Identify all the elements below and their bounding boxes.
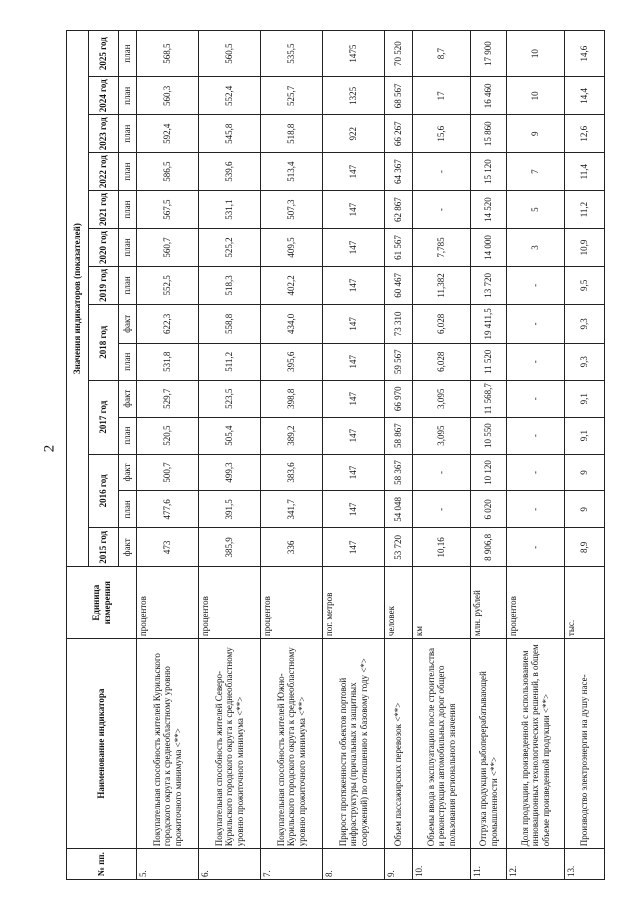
- value-cell: 500,7: [137, 454, 199, 491]
- value-cell: 518,3: [199, 266, 261, 304]
- value-cell: 3,095: [413, 417, 471, 454]
- value-cell: 14,6: [565, 31, 605, 77]
- value-cell: 539,6: [199, 153, 261, 191]
- value-cell: 15,6: [413, 115, 471, 153]
- value-cell: 15 860: [471, 115, 507, 153]
- value-cell: 7,785: [413, 229, 471, 267]
- value-cell: 389,2: [261, 417, 323, 454]
- header-2016: 2016 год: [89, 454, 119, 528]
- sub-2020-plan: план: [119, 229, 137, 267]
- indicators-table: [66, 30, 605, 880]
- value-cell: 17: [413, 77, 471, 115]
- value-cell: 505,4: [199, 417, 261, 454]
- value-cell: 70 520: [385, 31, 413, 77]
- value-cell: 10,9: [565, 229, 605, 267]
- value-cell: 14,4: [565, 77, 605, 115]
- value-cell: -: [507, 528, 565, 567]
- value-cell: 473: [137, 528, 199, 567]
- value-cell: 391,5: [199, 491, 261, 528]
- table-body: [137, 31, 605, 880]
- value-cell: 12,6: [565, 115, 605, 153]
- header-2022: 2022 год: [89, 153, 119, 191]
- sub-2023-plan: план: [119, 115, 137, 153]
- sub-2016-fact: факт: [119, 454, 137, 491]
- value-cell: 9,1: [565, 380, 605, 417]
- value-cell: 622,3: [137, 304, 199, 343]
- sub-2021-plan: план: [119, 191, 137, 229]
- value-cell: 545,8: [199, 115, 261, 153]
- value-cell: 9: [565, 491, 605, 528]
- row-number: 8.: [323, 849, 385, 880]
- value-cell: 147: [323, 266, 385, 304]
- value-cell: -: [507, 304, 565, 343]
- row-number: 13.: [565, 849, 605, 880]
- value-cell: 147: [323, 491, 385, 528]
- value-cell: 552,5: [137, 266, 199, 304]
- table-row: [507, 31, 565, 880]
- row-number: 11.: [471, 849, 507, 880]
- value-cell: 13 720: [471, 266, 507, 304]
- unit-cell: пог. метров: [323, 567, 385, 639]
- value-cell: -: [413, 491, 471, 528]
- value-cell: 525,2: [199, 229, 261, 267]
- value-cell: 9,3: [565, 343, 605, 380]
- value-cell: 6,028: [413, 343, 471, 380]
- value-cell: 531,1: [199, 191, 261, 229]
- value-cell: 531,8: [137, 343, 199, 380]
- value-cell: 507,3: [261, 191, 323, 229]
- value-cell: 62 867: [385, 191, 413, 229]
- header-no: № пп.: [67, 849, 137, 880]
- value-cell: 73 310: [385, 304, 413, 343]
- sub-2018-fact: факт: [119, 304, 137, 343]
- value-cell: 147: [323, 153, 385, 191]
- row-number: 5.: [137, 849, 199, 880]
- value-cell: 336: [261, 528, 323, 567]
- value-cell: 58 867: [385, 417, 413, 454]
- value-cell: 64 367: [385, 153, 413, 191]
- value-cell: 529,7: [137, 380, 199, 417]
- sub-2024-plan: план: [119, 77, 137, 115]
- indicator-name: Прирост протяженности объектов портовой инфраструктуры (причальных и защитных сооружений) по отношению к базовому году <*>: [323, 639, 385, 849]
- value-cell: -: [413, 153, 471, 191]
- value-cell: 54 048: [385, 491, 413, 528]
- value-cell: 560,7: [137, 229, 199, 267]
- header-2015: 2015 год: [89, 528, 119, 567]
- header-2017: 2017 год: [89, 380, 119, 454]
- value-cell: 523,5: [199, 380, 261, 417]
- sub-2017-fact: факт: [119, 380, 137, 417]
- indicator-name: Покупательная способность жителей Северо-Курильского городского округа к среднеобластному уровню прожиточного минимума <**>: [199, 639, 261, 849]
- table-row: [565, 31, 605, 880]
- header-2019: 2019 год: [89, 266, 119, 304]
- sub-2025-plan: план: [119, 31, 137, 77]
- value-cell: 525,7: [261, 77, 323, 115]
- value-cell: 11 568,7: [471, 380, 507, 417]
- row-number: 7.: [261, 849, 323, 880]
- value-cell: 11,4: [565, 153, 605, 191]
- value-cell: 409,5: [261, 229, 323, 267]
- unit-cell: тыс.: [565, 567, 605, 639]
- value-cell: 147: [323, 454, 385, 491]
- indicator-name: Отгрузка продукции рыбоперерабатывающей промышленности <**>: [471, 639, 507, 849]
- row-number: 6.: [199, 849, 261, 880]
- unit-cell: процентов: [507, 567, 565, 639]
- indicator-name: Объем пассажирских перевозок <**>: [385, 639, 413, 849]
- indicator-name: Покупательная способность жителей Курильского городского округа к среднеобластному уровню прожиточного минимума <**>: [137, 639, 199, 849]
- value-cell: 568,5: [137, 31, 199, 77]
- value-cell: 10: [507, 31, 565, 77]
- value-cell: 11,2: [565, 191, 605, 229]
- value-cell: 385,9: [199, 528, 261, 567]
- value-cell: 1325: [323, 77, 385, 115]
- value-cell: 8,9: [565, 528, 605, 567]
- value-cell: 567,5: [137, 191, 199, 229]
- value-cell: 147: [323, 229, 385, 267]
- value-cell: 560,5: [199, 31, 261, 77]
- page-number: 2: [41, 444, 58, 453]
- value-cell: 513,4: [261, 153, 323, 191]
- value-cell: -: [507, 454, 565, 491]
- value-cell: -: [413, 191, 471, 229]
- value-cell: 19 411,5: [471, 304, 507, 343]
- value-cell: 3,095: [413, 380, 471, 417]
- value-cell: 5: [507, 191, 565, 229]
- table-row: [471, 31, 507, 880]
- value-cell: 66 267: [385, 115, 413, 153]
- value-cell: 10,16: [413, 528, 471, 567]
- value-cell: -: [507, 417, 565, 454]
- table-row: [413, 31, 471, 880]
- value-cell: 11 520: [471, 343, 507, 380]
- header-2021: 2021 год: [89, 191, 119, 229]
- value-cell: 402,2: [261, 266, 323, 304]
- value-cell: 17 900: [471, 31, 507, 77]
- indicator-name: Доля продукции, произведенной с использованием инновационных технологических решений, в общем объеме произведенной продукции <**>: [507, 639, 565, 849]
- value-cell: 518,8: [261, 115, 323, 153]
- header-2025: 2025 год: [89, 31, 119, 77]
- value-cell: -: [507, 343, 565, 380]
- value-cell: 586,5: [137, 153, 199, 191]
- table-row: [261, 31, 323, 880]
- header-name: Наименование индикатора: [67, 639, 137, 849]
- value-cell: 60 467: [385, 266, 413, 304]
- indicator-name: Производство электроэнергии на душу насе-: [565, 639, 605, 849]
- value-cell: 560,3: [137, 77, 199, 115]
- value-cell: 6,028: [413, 304, 471, 343]
- value-cell: 147: [323, 304, 385, 343]
- sub-2018-plan: план: [119, 343, 137, 380]
- value-cell: 341,7: [261, 491, 323, 528]
- value-cell: 477,6: [137, 491, 199, 528]
- table-row: [137, 31, 199, 880]
- value-cell: 58 367: [385, 454, 413, 491]
- header-2024: 2024 год: [89, 77, 119, 115]
- value-cell: 592,4: [137, 115, 199, 153]
- value-cell: -: [507, 491, 565, 528]
- value-cell: 16 460: [471, 77, 507, 115]
- value-cell: 8,7: [413, 31, 471, 77]
- row-number: 12.: [507, 849, 565, 880]
- value-cell: 552,4: [199, 77, 261, 115]
- unit-cell: процентов: [137, 567, 199, 639]
- unit-cell: км: [413, 567, 471, 639]
- value-cell: 14 000: [471, 229, 507, 267]
- value-cell: 11,382: [413, 266, 471, 304]
- value-cell: 10 120: [471, 454, 507, 491]
- unit-cell: человек: [385, 567, 413, 639]
- value-cell: 535,5: [261, 31, 323, 77]
- value-cell: -: [507, 380, 565, 417]
- indicator-name: Объемы ввода в эксплуатацию после строительства и реконструкции автомобильных дорог общего пользования регионального значения: [413, 639, 471, 849]
- header-unit: Единица измерения: [67, 567, 137, 639]
- value-cell: 499,3: [199, 454, 261, 491]
- table-row: [385, 31, 413, 880]
- table-row: [199, 31, 261, 880]
- value-cell: 8 906,8: [471, 528, 507, 567]
- indicator-name: Покупательная способность жителей Южно-Курильского городского округа к среднеобластному уровню прожиточного минимума <**>: [261, 639, 323, 849]
- value-cell: 9,3: [565, 304, 605, 343]
- value-cell: 558,8: [199, 304, 261, 343]
- value-cell: 511,2: [199, 343, 261, 380]
- unit-cell: млн. рублей: [471, 567, 507, 639]
- value-cell: 53 720: [385, 528, 413, 567]
- value-cell: 395,6: [261, 343, 323, 380]
- unit-cell: процентов: [199, 567, 261, 639]
- value-cell: -: [413, 454, 471, 491]
- value-cell: 3: [507, 229, 565, 267]
- rotated-table-container: [66, 30, 596, 880]
- value-cell: 15 120: [471, 153, 507, 191]
- value-cell: 68 567: [385, 77, 413, 115]
- value-cell: 147: [323, 528, 385, 567]
- value-cell: 9: [565, 454, 605, 491]
- unit-cell: процентов: [261, 567, 323, 639]
- row-number: 9.: [385, 849, 413, 880]
- value-cell: 10: [507, 77, 565, 115]
- value-cell: 9,5: [565, 266, 605, 304]
- header-2018: 2018 год: [89, 304, 119, 380]
- table-row: [323, 31, 385, 880]
- value-cell: 9,1: [565, 417, 605, 454]
- value-cell: 9: [507, 115, 565, 153]
- value-cell: 10 550: [471, 417, 507, 454]
- sub-2015-fact: факт: [119, 528, 137, 567]
- value-cell: 147: [323, 191, 385, 229]
- value-cell: 383,6: [261, 454, 323, 491]
- value-cell: 61 567: [385, 229, 413, 267]
- sub-2017-plan: план: [119, 417, 137, 454]
- value-cell: 147: [323, 417, 385, 454]
- value-cell: 520,5: [137, 417, 199, 454]
- value-cell: 66 970: [385, 380, 413, 417]
- value-cell: 147: [323, 380, 385, 417]
- value-cell: 6 020: [471, 491, 507, 528]
- header-values: Значения индикаторов (показателей): [67, 31, 89, 567]
- value-cell: 59 567: [385, 343, 413, 380]
- sub-2019-plan: план: [119, 266, 137, 304]
- value-cell: 14 520: [471, 191, 507, 229]
- value-cell: 7: [507, 153, 565, 191]
- header-2020: 2020 год: [89, 229, 119, 267]
- value-cell: -: [507, 266, 565, 304]
- value-cell: 434,0: [261, 304, 323, 343]
- row-number: 10.: [413, 849, 471, 880]
- value-cell: 398,8: [261, 380, 323, 417]
- value-cell: 922: [323, 115, 385, 153]
- sub-2016-plan: план: [119, 491, 137, 528]
- value-cell: 1475: [323, 31, 385, 77]
- sub-2022-plan: план: [119, 153, 137, 191]
- value-cell: 147: [323, 343, 385, 380]
- header-2023: 2023 год: [89, 115, 119, 153]
